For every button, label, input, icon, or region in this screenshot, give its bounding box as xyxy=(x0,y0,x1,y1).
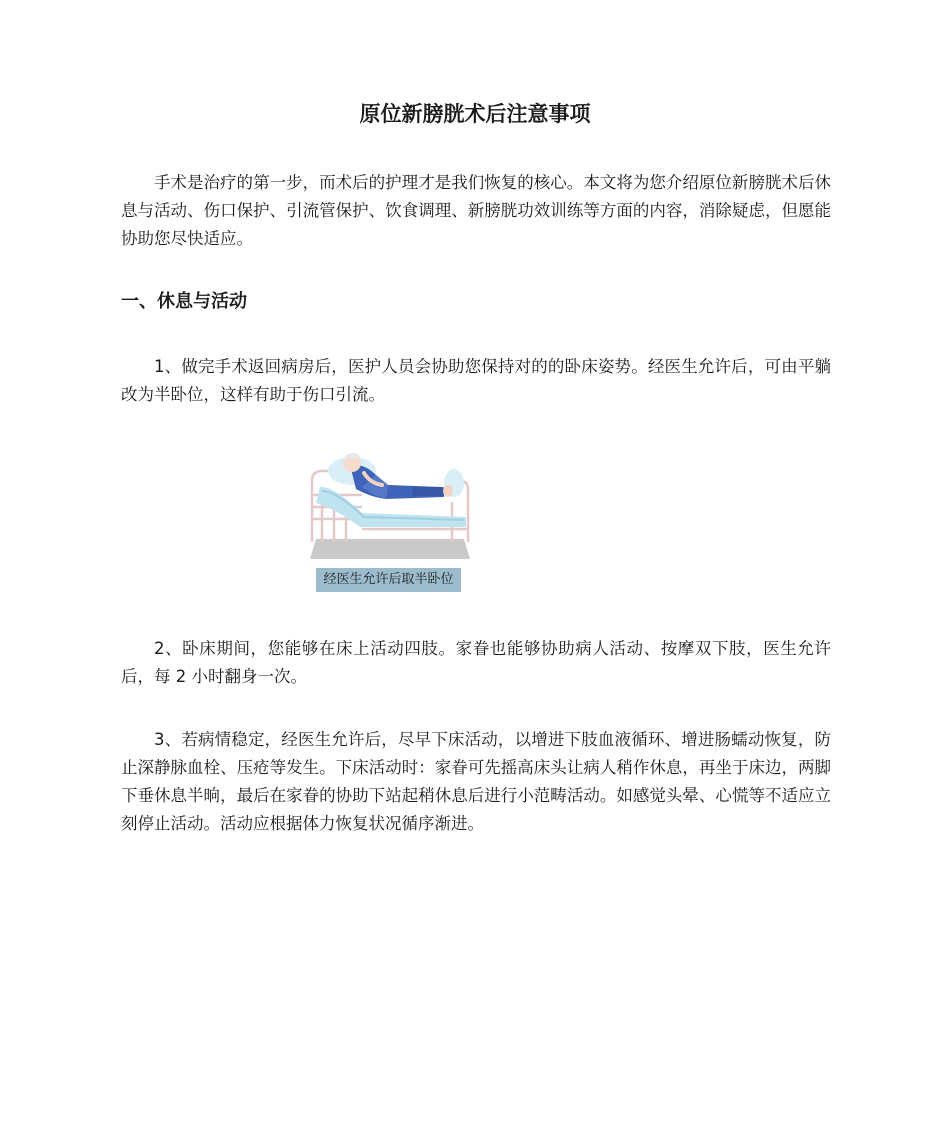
paragraph-3: 3、若病情稳定，经医生允许后，尽早下床活动，以增进下肢血液循环、增进肠蠕动恢复，防止深静脉血栓、压疮等发生。下床活动时：家眷可先摇高床头让病人稍作休息，再坐于床边，两脚下垂休息半晌，最后在家眷的协助下站起稍休息后进行小范畴活动。如感觉头晕、心慌等不适应立刻停止活动。活动应根据体力恢复状况循序渐进。 xyxy=(121,730,831,833)
semi-reclining-patient-in-hospital-bed-illustration xyxy=(302,447,477,569)
paragraph-2: 2、卧床期间，您能够在床上活动四肢。家眷也能够协助病人活动、按摩双下肢，医生允许后，每 2 小时翻身一次。 xyxy=(121,639,831,686)
paragraph-1: 1、做完手术返回病房后，医护人员会协助您保持对的的卧床姿势。经医生允许后，可由平躺改为半卧位，这样有助于伤口引流。 xyxy=(121,357,831,404)
figure-caption: 经医生允许后取半卧位 xyxy=(316,568,461,592)
intro-paragraph: 手术是治疗的第一步，而术后的护理才是我们恢复的核心。本文将为您介绍原位新膀胱术后休息与活动、伤口保护、引流管保护、饮食调理、新膀胱功效训练等方面的内容，消除疑虑，但愿能协助您尽快适应。 xyxy=(121,173,831,248)
figure-semi-reclining xyxy=(302,447,477,595)
section-heading-rest-activity: 一、休息与活动 xyxy=(121,291,247,312)
document-title: 原位新膀胱术后注意事项 xyxy=(359,102,591,126)
